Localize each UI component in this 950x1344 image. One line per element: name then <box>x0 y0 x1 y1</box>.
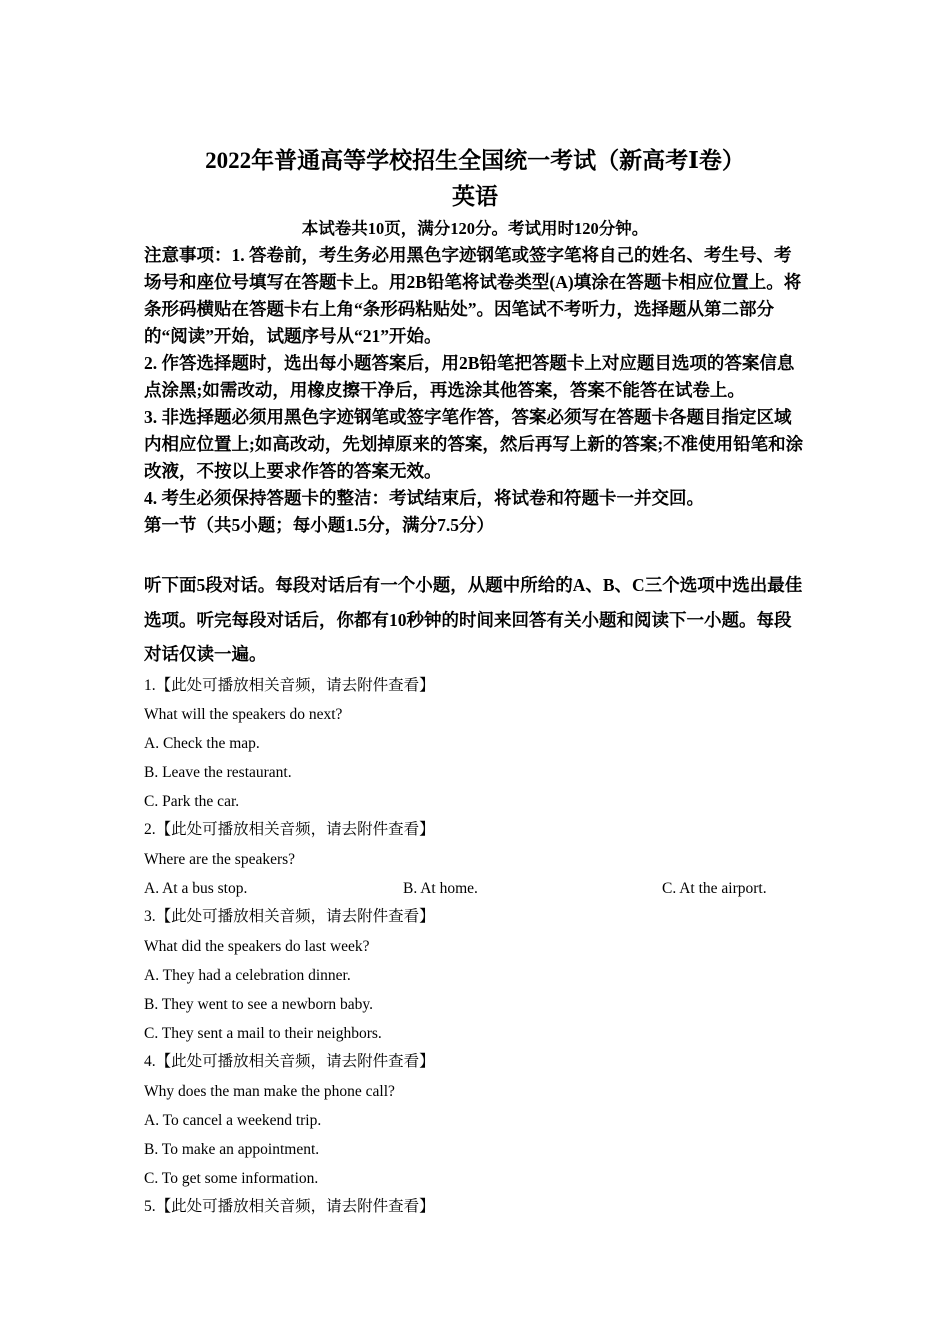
q3-option-b: B. They went to see a newborn baby. <box>144 996 373 1013</box>
q3-option-c: C. They sent a mail to their neighbors. <box>144 1025 382 1042</box>
exam-notes <box>144 242 808 539</box>
audio-link-4[interactable]: 4.【此处可播放相关音频，请去附件查看】 <box>144 1053 435 1070</box>
question-1: What will the speakers do next? <box>144 706 343 723</box>
audio-link-5[interactable]: 5.【此处可播放相关音频，请去附件查看】 <box>144 1198 435 1215</box>
q4-option-b: B. To make an appointment. <box>144 1141 320 1158</box>
note-4: 4. 考生必须保持答题卡的整洁：考试结束后，将试卷和符题卡一并交回。 <box>144 488 704 508</box>
listening-directions: 听下面5段对话。每段对话后有一个小题，从题中所给的A、B、C三个选项中选出最佳选项。听完每段对话后，你都有10秒钟的时间来回答有关小题和阅读下一小题。每段对话仅读一遍。 <box>144 575 803 664</box>
audio-link-1[interactable]: 1.【此处可播放相关音频，请去附件查看】 <box>144 677 435 694</box>
exam-subject: 英语 <box>452 184 498 209</box>
q1-option-b: B. Leave the restaurant. <box>144 764 292 781</box>
audio-link-3[interactable]: 3.【此处可播放相关音频，请去附件查看】 <box>144 908 435 925</box>
section-heading: 第一节（共5小题；每小题1.5分，满分7.5分） <box>144 515 494 535</box>
question-2: Where are the speakers? <box>144 851 296 868</box>
q3-option-a: A. They had a celebration dinner. <box>144 967 351 984</box>
q4-option-a: A. To cancel a weekend trip. <box>144 1112 322 1129</box>
note-3: 3. 非选择题必须用黑色字迹钢笔或签字笔作答，答案必须写在答题卡各题目指定区域内相应位置上;如高改动，先划掉原来的答案，然后再写上新的答案;不准使用铅笔和涂改液，不按以上要求作答的答案无效。 <box>144 407 804 481</box>
note-1: 注意事项：1. 答卷前，考生务必用黑色字迹钢笔或签字笔将自己的姓名、考生号、考场号和座位号填写在答题卡上。用2B铅笔将试卷类型(A)填涂在答题卡相应位置上。将条形码横贴在答题卡右上角“条形码粘贴处”。因笔试不考听力，选择题从第二部分的“阅读”开始，试题序号从“21”开始。 <box>144 245 802 346</box>
q2-option-c: C. At the airport. <box>662 880 767 897</box>
question-3: What did the speakers do last week? <box>144 938 370 955</box>
note-2: 2. 作答选择题时，选出每小题答案后，用2B铅笔把答题卡上对应题目选项的答案信息点涂黑;如需改动，用橡皮擦干净后，再选涂其他答案，答案不能答在试卷上。 <box>144 353 795 400</box>
q1-option-c: C. Park the car. <box>144 793 240 810</box>
exam-info: 本试卷共10页，满分120分。考试用时120分钟。 <box>301 219 649 238</box>
q2-option-b: B. At home. <box>403 880 478 897</box>
q4-option-c: C. To get some information. <box>144 1170 319 1187</box>
exam-title: 2022年普通高等学校招生全国统一考试（新高考Ⅰ卷） <box>205 148 745 173</box>
q2-option-a: A. At a bus stop. <box>144 880 248 897</box>
q1-option-a: A. Check the map. <box>144 735 260 752</box>
question-4: Why does the man make the phone call? <box>144 1083 395 1100</box>
audio-link-2[interactable]: 2.【此处可播放相关音频，请去附件查看】 <box>144 821 435 838</box>
